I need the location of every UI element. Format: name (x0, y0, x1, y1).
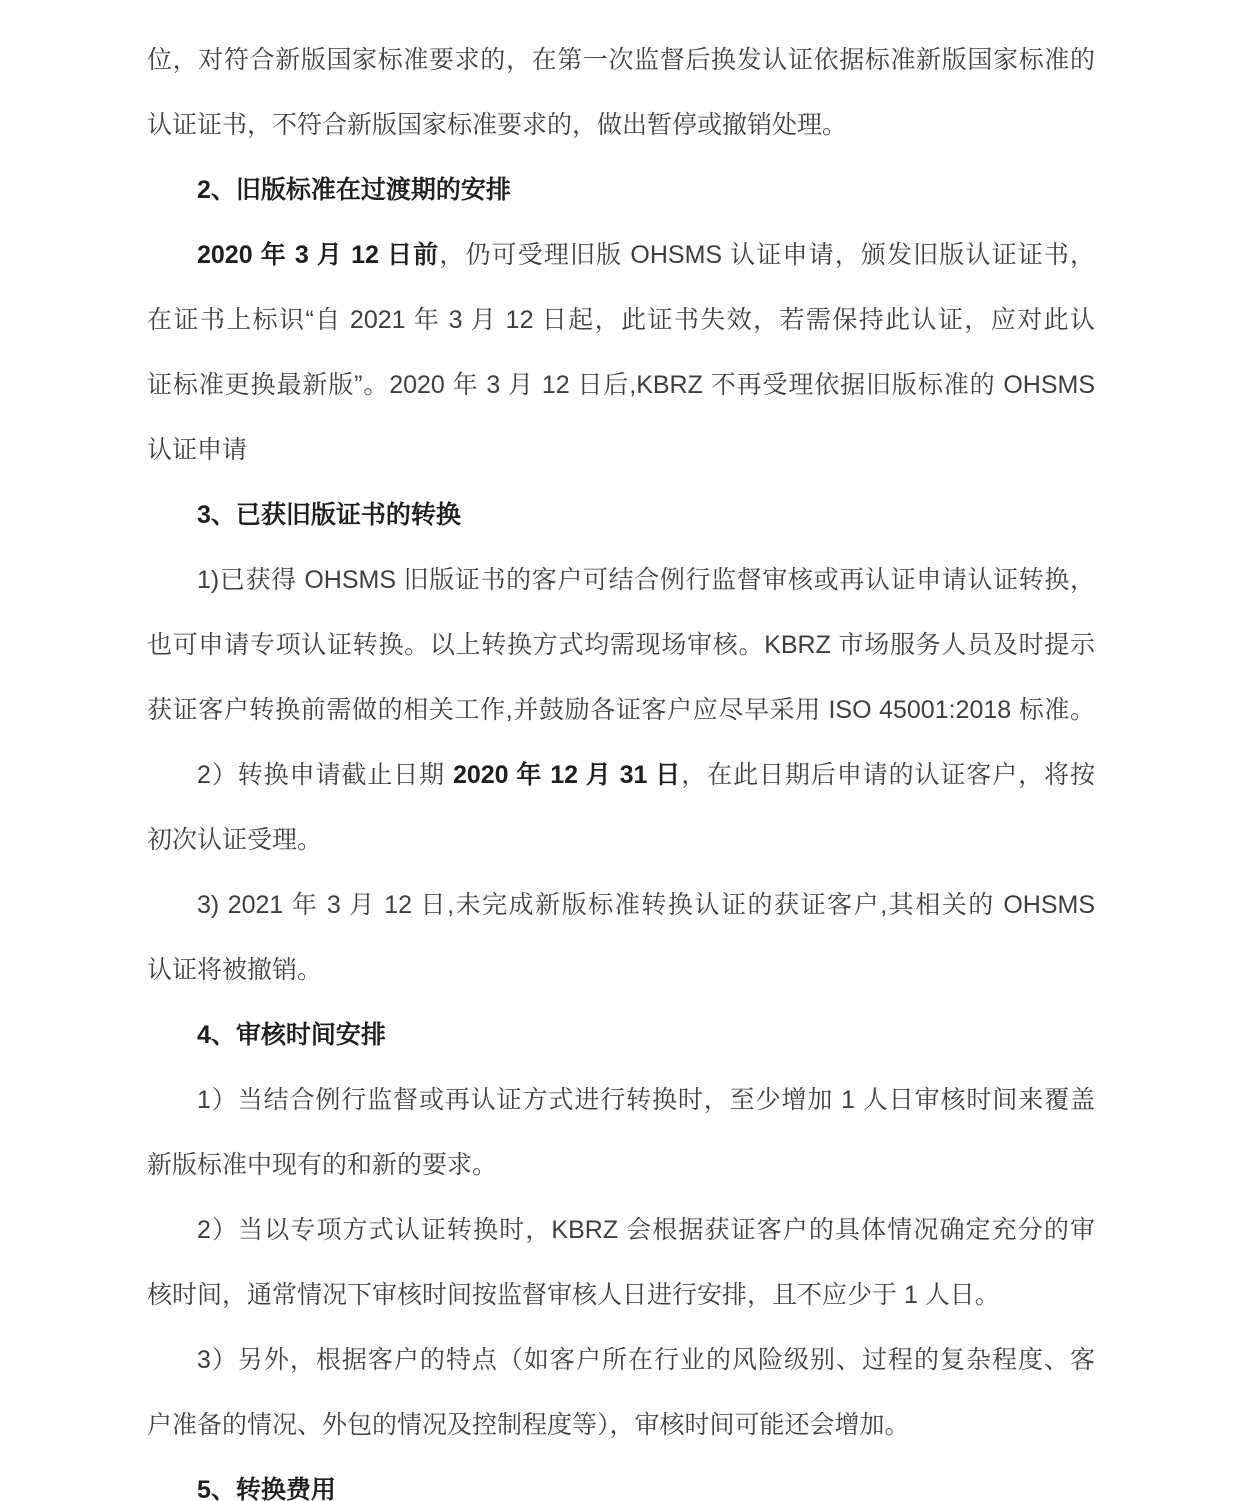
text-run: 认证申请 (147, 436, 248, 464)
document-line (147, 613, 1095, 678)
text-run: 新版标准中现有的和新的要求。 (147, 1151, 498, 1179)
text-run: 证标准更换最新版”。2020 年 3 月 12 日后,KBRZ 不再受理依据旧版标准的 OHSMS (147, 371, 1095, 399)
text-run: 1)已获得 OHSMS 旧版证书的客户可结合例行监督审核或再认证申请认证转换， (197, 566, 1095, 594)
text-run: ，仍可受理旧版 OHSMS 认证申请，颁发旧版认证证书， (439, 241, 1095, 269)
document-line (147, 1393, 1095, 1458)
text-run: 1）当结合例行监督或再认证方式进行转换时，至少增加 1 人日审核时间来覆盖 (197, 1086, 1095, 1114)
document-line (147, 873, 1095, 938)
document-line (147, 938, 1095, 1003)
text-run: 3) 2021 年 3 月 12 日,未完成新版标准转换认证的获证客户,其相关的 OHSMS (197, 891, 1095, 919)
document-line (147, 418, 1095, 483)
document-line (147, 678, 1095, 743)
document-line (147, 1133, 1095, 1198)
bold-text-run: 2020 年 3 月 12 日前 (197, 241, 440, 269)
text-run: 也可申请专项认证转换。以上转换方式均需现场审核。KBRZ 市场服务人员及时提示 (147, 631, 1095, 659)
text-run: 认证将被撤销。 (147, 956, 323, 984)
section-heading (147, 483, 1095, 548)
document-line (147, 353, 1095, 418)
text-run: 2）当以专项方式认证转换时，KBRZ 会根据获证客户的具体情况确定充分的审 (197, 1216, 1095, 1244)
document-line (147, 1198, 1095, 1263)
bold-text-run: 3、已获旧版证书的转换 (197, 501, 461, 529)
document-line (147, 1068, 1095, 1133)
document-line (147, 223, 1095, 288)
document-line (147, 743, 1095, 808)
document-content (147, 28, 1095, 1501)
text-run: 3）另外，根据客户的特点（如客户所在行业的风险级别、过程的复杂程度、客 (197, 1346, 1095, 1374)
text-run: 获证客户转换前需做的相关工作,并鼓励各证客户应尽早采用 ISO 45001:2018 标准。 (147, 696, 1095, 724)
document-line (147, 93, 1095, 158)
bold-text-run: 5、转换费用 (197, 1476, 336, 1501)
document-line (147, 1328, 1095, 1393)
document-line (147, 808, 1095, 873)
text-run: ，在此日期后申请的认证客户，将按 (681, 761, 1095, 789)
text-run: 户准备的情况、外包的情况及控制程度等），审核时间可能还会增加。 (147, 1411, 910, 1439)
document-line (147, 288, 1095, 353)
bold-text-run: 2020 年 12 月 31 日 (452, 761, 682, 789)
text-run: 核时间，通常情况下审核时间按监督审核人日进行安排，且不应少于 1 人日。 (147, 1281, 1000, 1309)
document-line (147, 28, 1095, 93)
section-heading (147, 158, 1095, 223)
document-line (147, 1263, 1095, 1328)
section-heading (147, 1003, 1095, 1068)
section-heading (147, 1458, 1095, 1501)
text-run: 在证书上标识“自 2021 年 3 月 12 日起，此证书失效，若需保持此认证，应对此认 (147, 306, 1095, 334)
bold-text-run: 2、旧版标准在过渡期的安排 (197, 176, 511, 204)
bold-text-run: 4、审核时间安排 (197, 1021, 386, 1049)
document-line (147, 548, 1095, 613)
text-run: 位，对符合新版国家标准要求的，在第一次监督后换发认证依据标准新版国家标准的 (147, 46, 1095, 74)
text-run: 认证证书，不符合新版国家标准要求的，做出暂停或撤销处理。 (147, 111, 848, 139)
text-run: 2）转换申请截止日期 (197, 761, 453, 789)
text-run: 初次认证受理。 (147, 826, 323, 854)
